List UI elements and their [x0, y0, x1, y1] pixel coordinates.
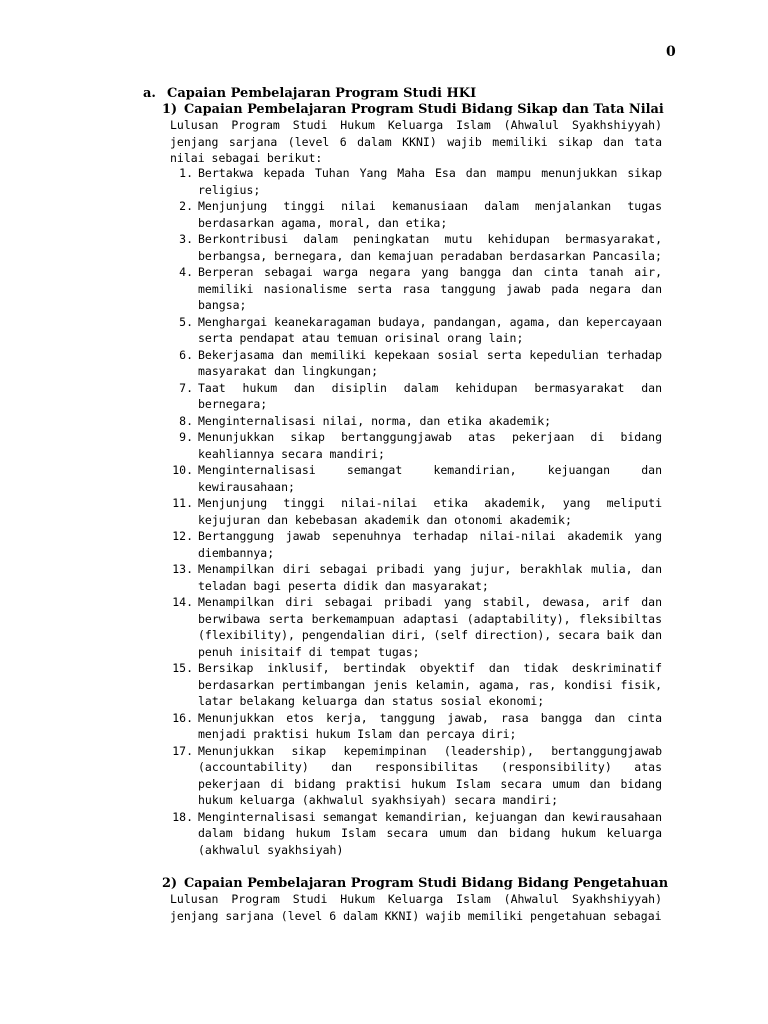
subsection-1-intro: Lulusan Program Studi Hukum Keluarga Islam (Ahwalul Syakhshiyyah) jenjang sarjana (level 6 dalam KKNI) wajib memiliki sikap dan tata nilai sebagai berikut: — [170, 118, 662, 165]
subsection-2-heading — [162, 876, 668, 891]
section-marker: a. — [143, 86, 156, 101]
list-item-text: Taat hukum dan disiplin dalam kehidupan bermasyarakat dan bernegara; — [198, 380, 662, 411]
list-item — [167, 347, 662, 380]
page-number: 0 — [666, 44, 676, 60]
list-item-text: Menunjukkan sikap kepemimpinan (leadership), bertanggungjawab (accountability) dan responsibilitas (responsibility) atas pekerjaan di bidang praktisi hukum Islam secara umum dan bidang hukum keluarga (akhwalul syakhsiyah) secara mandiri; — [198, 743, 662, 807]
list-item-text: Berkontribusi dalam peningkatan mutu kehidupan bermasyarakat, berbangsa, bernegara, dan kemajuan peradaban berdasarkan Pancasila; — [198, 232, 662, 263]
subsection-1-marker: 1) — [162, 102, 178, 117]
list-item — [167, 462, 662, 495]
list-item-number: 12. — [172, 529, 193, 543]
section-title: Capaian Pembelajaran Program Studi HKI — [167, 86, 477, 101]
list-item — [167, 743, 662, 809]
list-item — [167, 594, 662, 660]
list-item-number: 14. — [172, 595, 193, 609]
list-item-text: Bertakwa kepada Tuhan Yang Maha Esa dan mampu menunjukkan sikap religius; — [198, 166, 662, 197]
list-item — [167, 314, 662, 347]
subsection-1-heading — [162, 102, 668, 117]
list-item — [167, 198, 662, 231]
list-item-number: 1. — [179, 166, 193, 180]
list-item — [167, 660, 662, 710]
list-item-text: Bersikap inklusif, bertindak obyektif dan tidak deskriminatif berdasarkan pertimbangan jenis kelamin, agama, ras, kondisi fisik, latar belakang keluarga dan status sosial ekonomi; — [198, 661, 662, 708]
list-item-number: 8. — [179, 413, 193, 428]
list-item — [167, 528, 662, 561]
list-item-number: 6. — [179, 347, 193, 362]
list-item-number: 7. — [179, 380, 193, 395]
list-item-text: Menjunjung tinggi nilai kemanusiaan dalam menjalankan tugas berdasarkan agama, moral, dan etika; — [198, 199, 662, 230]
list-item-number: 2. — [179, 199, 193, 213]
list-item-number: 16. — [172, 710, 193, 725]
list-item-number: 9. — [179, 430, 193, 444]
list-item — [167, 264, 662, 314]
list-item — [167, 429, 662, 462]
subsection-2-marker: 2) — [162, 876, 178, 891]
list-item-number: 10. — [172, 463, 193, 477]
subsection-2-intro: Lulusan Program Studi Hukum Keluarga Islam (Ahwalul Syakhshiyyah) jenjang sarjana (level 6 dalam KKNI) wajib memiliki pengetahuan sebagai — [170, 892, 662, 923]
list-item-number: 3. — [179, 232, 193, 246]
list-item-text: Menampilkan diri sebagai pribadi yang stabil, dewasa, arif dan berwibawa serta berkemampuan adaptasi (adaptability), fleksibiltas (flexibility), pengendalian diri, (self direction), secara baik dan penuh inisitaif di tempat tugas; — [198, 595, 662, 659]
list-item-number: 5. — [179, 314, 193, 329]
list-item — [167, 495, 662, 528]
list-item-text: Bekerjasama dan memiliki kepekaan sosial serta kepedulian terhadap masyarakat dan lingkungan; — [198, 347, 662, 378]
list-item — [167, 561, 662, 594]
subsection-1-title: Capaian Pembelajaran Program Studi Bidang Sikap dan Tata Nilai — [184, 102, 664, 117]
list-item-text: Menunjukkan etos kerja, tanggung jawab, rasa bangga dan cinta menjadi praktisi hukum Islam dan percaya diri; — [198, 710, 662, 741]
list-item-number: 18. — [172, 809, 193, 824]
list-item-number: 17. — [172, 743, 193, 758]
list-item-number: 13. — [172, 562, 193, 576]
list-item-text: Menghargai keanekaragaman budaya, pandangan, agama, dan kepercayaan serta pendapat atau temuan orisinal orang lain; — [198, 314, 662, 345]
list-item — [167, 809, 662, 859]
list-item — [167, 231, 662, 264]
list-item-text: Menunjukkan sikap bertanggungjawab atas pekerjaan di bidang keahliannya secara mandiri; — [198, 430, 662, 461]
list-item-text: Menampilkan diri sebagai pribadi yang jujur, berakhlak mulia, dan teladan bagi peserta didik dan masyarakat; — [198, 562, 662, 593]
list-item-text: Menginternalisasi semangat kemandirian, kejuangan dan kewirausahaan dalam bidang hukum Islam secara umum dan bidang hukum keluarga (akhwalul syakhsiyah) — [198, 809, 662, 857]
list-item — [167, 710, 662, 743]
list-item-text: Bertanggung jawab sepenuhnya terhadap nilai-nilai akademik yang diembannya; — [198, 529, 662, 560]
list-item — [167, 413, 662, 430]
section-heading — [143, 86, 476, 101]
list-item-text: Menginternalisasi nilai, norma, dan etika akademik; — [198, 413, 552, 428]
attitude-values-list — [167, 165, 662, 858]
list-item-number: 11. — [172, 496, 193, 510]
subsection-2-title: Capaian Pembelajaran Program Studi Bidang Bidang Pengetahuan — [184, 876, 669, 891]
list-item — [167, 380, 662, 413]
list-item — [167, 165, 662, 198]
list-item-text: Menjunjung tinggi nilai-nilai etika akademik, yang meliputi kejujuran dan kebebasan akademik dan otonomi akademik; — [198, 496, 662, 527]
list-item-number: 15. — [172, 661, 193, 675]
list-item-number: 4. — [179, 265, 193, 279]
list-item-text: Menginternalisasi semangat kemandirian, kejuangan dan kewirausahaan; — [198, 463, 662, 494]
list-item-text: Berperan sebagai warga negara yang bangga dan cinta tanah air, memiliki nasionalisme serta rasa tanggung jawab pada negara dan bangsa; — [198, 265, 662, 312]
